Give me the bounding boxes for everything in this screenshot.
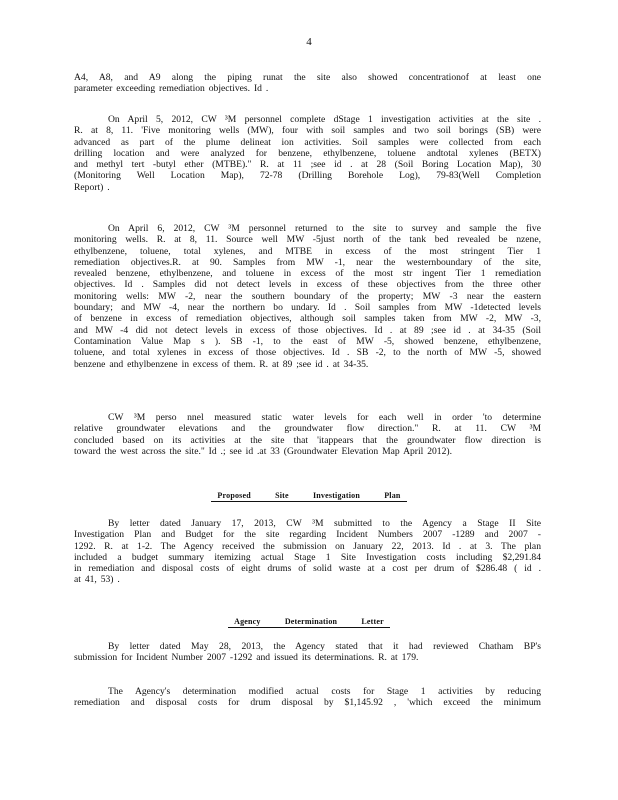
text-line: Investigation Plan and Budget for the site regarding Incident Numbers 2007 -1289 and 2007 - — [74, 529, 541, 541]
section-heading-proposed-plan — [0, 491, 618, 502]
text-line: benzene and ethylbenzene in excess of them. R. at 89 ;see id . at 34-35. — [74, 358, 369, 370]
paragraph-continuation — [74, 72, 541, 95]
text-line: drilling location and were analyzed for benzene, ethylbenzene, toluene andtotal xylenes (BETX) — [74, 147, 541, 159]
text-line: remediation objectives.R. at 90. Samples from MW -1, near the westernboundary of the site, — [74, 256, 541, 268]
text-line: A4, A8, and A9 along the piping runat the site also showed concentrationof at least one — [74, 72, 541, 83]
text-line: revealed benzene, ethylbenzene, and toluene in excess of the most str ingent Tier 1 remediation — [74, 268, 541, 280]
section-heading-determination-letter — [0, 617, 618, 628]
paragraph-water-levels — [74, 412, 541, 457]
text-line: concluded based on its activities at the site that 'itappears that the groundwater flow direction is — [74, 434, 541, 446]
paragraph-january-17 — [74, 518, 541, 586]
text-line: relative groundwater elevations and the groundwater flow direction." R. at 11. CW ³M — [74, 423, 541, 435]
text-line: remediation and disposal costs for drum disposal by $1,145.92 , 'which exceed the minimum — [74, 697, 541, 709]
text-line: Report) . — [74, 181, 110, 193]
text-line: By letter dated May 28, 2013, the Agency stated that it had reviewed Chatham BP's — [108, 641, 541, 652]
text-line: 1292. R. at 1-2. The Agency received the submission on January 22, 2013. Id . at 3. The plan — [74, 540, 541, 552]
text-line: parameter exceeding remediation objectives. Id . — [74, 83, 269, 95]
text-line: toward the west across the site." Id .; see id .at 33 (Groundwater Elevation Map April 2012). — [74, 445, 452, 457]
text-line: and MW -4 did not detect levels in excess of those objectives. Id . at 89 ;see id . at 34-35 (Soil — [74, 324, 541, 336]
paragraph-april-5 — [74, 114, 541, 193]
text-line: On April 5, 2012, CW ³M personnel complete dStage 1 investigation activities at the site . — [108, 114, 541, 125]
text-line: monitoring wells: MW -2, near the southern boundary of the property; MW -3 near the eastern — [74, 290, 541, 302]
text-line: advanced as part of the plume delineat ion activities. Soil samples were collected from each — [74, 136, 541, 148]
heading-text: Proposed Site Investigation Plan — [211, 491, 406, 502]
text-line: The Agency's determination modified actual costs for Stage 1 activities by reducing — [108, 686, 541, 697]
text-line: CW ³M perso nnel measured static water levels for each well in order 'to determine — [108, 412, 541, 423]
page-number: 4 — [306, 36, 312, 48]
text-line: monitoring wells. R. at 8, 11. Source well MW -5just north of the tank bed revealed be nzene, — [74, 234, 541, 246]
paragraph-agency-determination — [74, 686, 541, 709]
text-line: Contamination Value Map s ). SB -1, to the east of MW -5, showed benzene, ethylbenzene, — [74, 335, 541, 347]
text-line: toluene, and total xylenes in excess of those objectives. Id . SB -2, to the north of MW -5, showed — [74, 347, 541, 359]
paragraph-april-6 — [74, 223, 541, 370]
text-line: R. at 8, 11. 'Five monitoring wells (MW), four with soil samples and two soil borings (SB) were — [74, 125, 541, 137]
text-line: of benzene in excess of remediation objectives, although soil samples taken from MW -2, MW -3, — [74, 313, 541, 325]
text-line: By letter dated January 17, 2013, CW ³M submitted to the Agency a Stage II Site — [108, 518, 541, 529]
paragraph-may-28 — [74, 641, 541, 664]
text-line: boundary; and MW -4, near the northern bo undary. Id . Soil samples from MW -1detected levels — [74, 302, 541, 314]
text-line: (Monitoring Well Location Map), 72-78 (Drilling Borehole Log), 79-83(Well Completion — [74, 170, 541, 182]
text-line: ethylbenzene, toluene, total xylenes, and MTBE in excess of the most stringent Tier 1 — [74, 245, 541, 257]
text-line: in remediation and disposal costs of eight drums of solid waste at a cost per drum of $286.48 ( id . — [74, 563, 541, 575]
text-line: and methyl tert -butyl ether (MTBE)." R. at 11 ;see id . at 28 (Soil Boring Location Map), 30 — [74, 159, 541, 171]
text-line: objectives. Id . Samples did not detect levels in excess of these objectives from the three other — [74, 279, 541, 291]
heading-text: Agency Determination Letter — [228, 617, 390, 628]
text-line: included a budget summary itemizing actual Stage 1 Site Investigation costs including $2,291.84 — [74, 551, 541, 563]
text-line: at 41, 53) . — [74, 574, 120, 586]
text-line: submission for Incident Number 2007 -1292 and issued its determinations. R. at 179. — [74, 652, 419, 664]
text-line: On April 6, 2012, CW ³M personnel returned to the site to survey and sample the five — [108, 223, 541, 234]
